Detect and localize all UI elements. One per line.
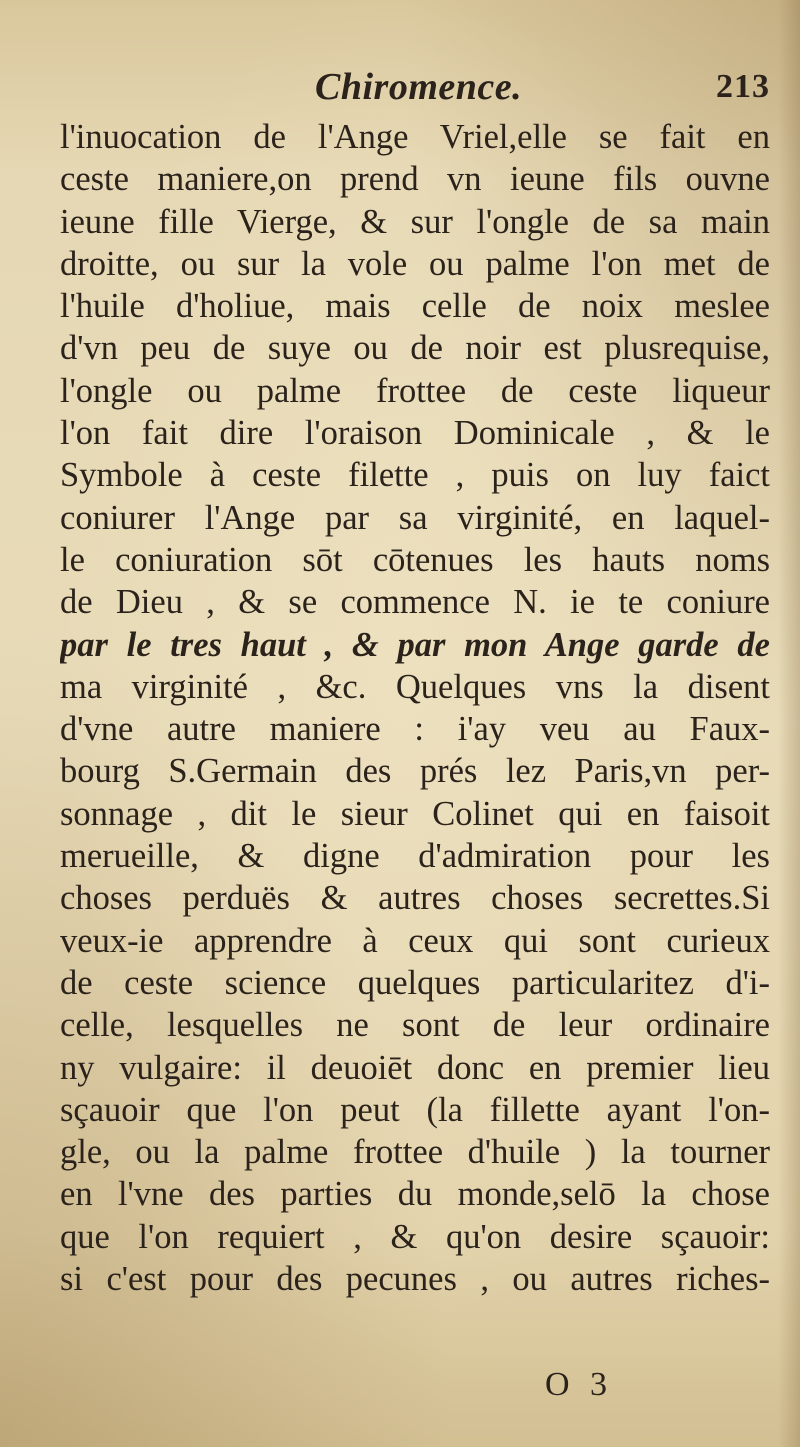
- text-line: d'vne autre maniere : i'ay veu au Faux-: [60, 710, 770, 749]
- text-line: gle, ou la palme frottee d'huile ) la tourner: [60, 1133, 770, 1172]
- page-edge-shadow: [778, 0, 800, 1447]
- text-line: droitte, ou sur la vole ou palme l'on met de: [60, 244, 770, 283]
- text-line: l'inuocation de l'Ange Vriel,elle se fait en: [60, 118, 770, 156]
- text-line: veux-ie apprendre à ceux qui sont curieux: [60, 921, 770, 960]
- text-line: l'on fait dire l'oraison Dominicale , & le: [60, 414, 770, 453]
- text-line: ceste maniere,on prend vn ieune fils ouvne: [60, 160, 770, 199]
- running-title: Chiromence.: [315, 66, 523, 108]
- page-header: [60, 62, 770, 112]
- text-line: sçauoir que l'on peut (la fillette ayant l'on-: [60, 1090, 770, 1129]
- page-number: 213: [716, 68, 770, 105]
- text-line: coniurer l'Ange par sa virginité, en laquel-: [60, 498, 770, 537]
- text-line: que l'on requiert , & qu'on desire sçauoir:: [60, 1217, 770, 1256]
- text-line: le coniuration sōt cōtenues les hauts noms: [60, 540, 770, 579]
- text-line: ma virginité , &c. Quelques vns la disent: [60, 667, 770, 706]
- text-line: si c'est pour des pecunes , ou autres riches-: [60, 1260, 770, 1299]
- text-line: bourg S.Germain des prés lez Paris,vn per-: [60, 752, 770, 791]
- signature-mark: O 3: [545, 1366, 614, 1403]
- text-line: d'vn peu de suye ou de noir est plusrequise,: [60, 329, 770, 368]
- text-line: celle, lesquelles ne sont de leur ordinaire: [60, 1006, 770, 1045]
- text-line: ny vulgaire: il deuoiēt donc en premier lieu: [60, 1048, 770, 1087]
- text-line: l'huile d'holiue, mais celle de noix meslee: [60, 287, 770, 326]
- text-line: merueille, & digne d'admiration pour les: [60, 837, 770, 876]
- text-line-italic: par le tres haut , & par mon Ange garde de: [60, 625, 770, 664]
- text-line: sonnage , dit le sieur Colinet qui en faisoit: [60, 794, 770, 833]
- text-line: en l'vne des parties du monde,selō la chose: [60, 1175, 770, 1214]
- text-line: choses perduës & autres choses secrettes.Si: [60, 879, 770, 918]
- text-line: ieune fille Vierge, & sur l'ongle de sa main: [60, 202, 770, 241]
- body-text: [60, 116, 770, 1300]
- text-line: l'ongle ou palme frottee de ceste liqueur: [60, 371, 770, 410]
- text-line: de ceste science quelques particularitez d'i-: [60, 963, 770, 1002]
- text-line: de Dieu , & se commence N. ie te coniure: [60, 583, 770, 622]
- text-line: Symbole à ceste filette , puis on luy faict: [60, 456, 770, 495]
